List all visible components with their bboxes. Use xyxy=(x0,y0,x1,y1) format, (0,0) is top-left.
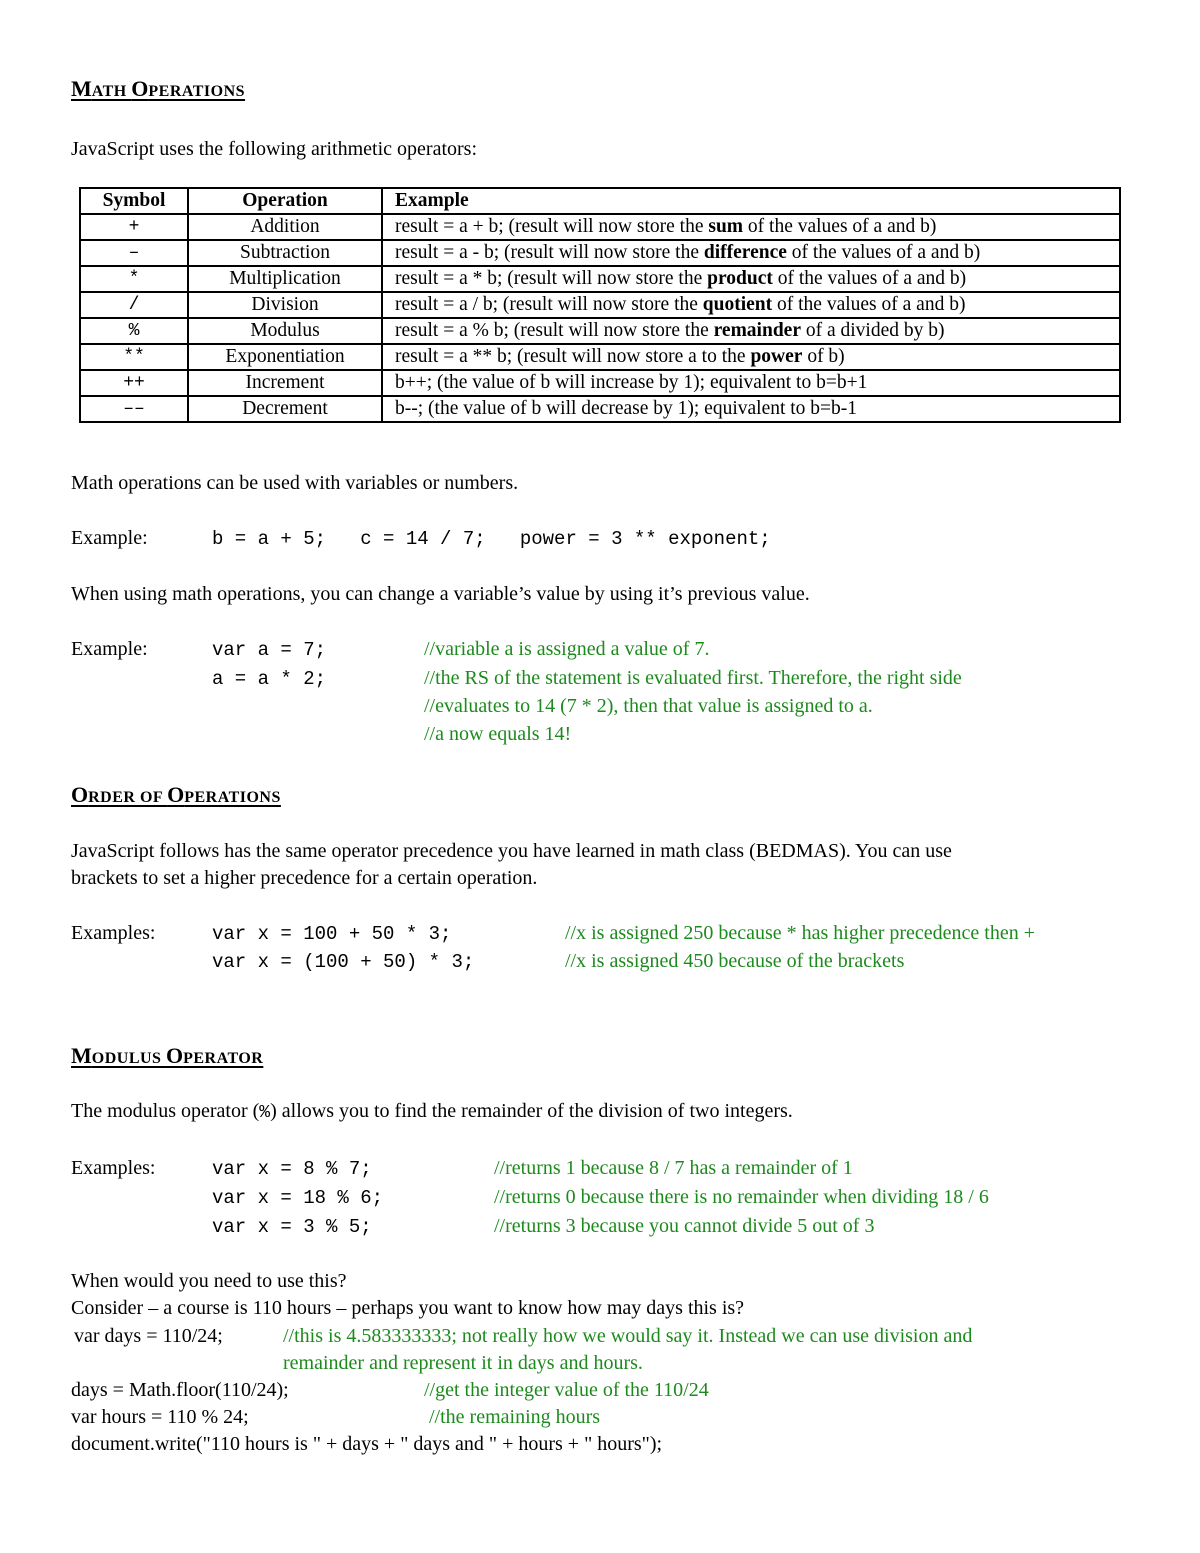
table-row xyxy=(80,396,1120,422)
column-header: Example xyxy=(382,188,1120,214)
code-line: days = Math.floor(110/24); xyxy=(71,1379,289,1401)
example-text: of the values of a and b) xyxy=(786,242,981,263)
example-cell xyxy=(382,396,1120,422)
code-comment: //variable a is assigned a value of 7. xyxy=(424,638,710,660)
example-cell xyxy=(382,370,1120,396)
heading-initial: O xyxy=(131,76,149,101)
code-comment: //returns 1 because 8 / 7 has a remainder of 1 xyxy=(494,1157,853,1179)
example-cell xyxy=(382,214,1120,240)
example-keyword: difference xyxy=(703,242,787,263)
table-row xyxy=(80,370,1120,396)
example-cell xyxy=(382,240,1120,266)
table-row xyxy=(80,292,1120,318)
math-note-text: When using math operations, you can change a variable’s value by using it’s previous value. xyxy=(71,583,810,605)
section-heading-math-operations xyxy=(71,76,245,102)
table-row xyxy=(80,266,1120,292)
example-text: of the values of a and b) xyxy=(772,294,966,315)
symbol-cell: – xyxy=(80,240,188,266)
column-header: Symbol xyxy=(80,188,188,214)
question-text: Consider – a course is 110 hours – perhaps you want to know how may days this is? xyxy=(71,1297,745,1319)
example-text: b++; (the value of b will increase by 1); equivalent to b=b+1 xyxy=(395,372,868,393)
code-comment: remainder and represent it in days and hours. xyxy=(283,1352,643,1374)
code-line: var days = 110/24; xyxy=(74,1325,223,1347)
example-text: of the values of a and b) xyxy=(743,216,937,237)
examples-label: Examples: xyxy=(71,922,156,944)
example-keyword: power xyxy=(750,346,803,367)
code-comment: //the remaining hours xyxy=(429,1406,601,1428)
column-header: Operation xyxy=(188,188,382,214)
symbol-cell: ++ xyxy=(80,370,188,396)
example-code: var x = 8 % 7; xyxy=(212,1158,372,1180)
heading-smallcaps: RDER OF xyxy=(88,789,168,806)
symbol-cell: % xyxy=(80,318,188,344)
example-text: of b) xyxy=(802,346,845,367)
example-text: result = a / b; (result will now store the xyxy=(395,294,703,315)
table-header-row xyxy=(80,188,1120,214)
modulus-symbol: % xyxy=(259,1103,271,1123)
operation-cell: Modulus xyxy=(188,318,382,344)
code-comment: //returns 0 because there is no remainder when dividing 18 / 6 xyxy=(494,1186,989,1208)
example-cell xyxy=(382,266,1120,292)
paragraph-line: JavaScript follows has the same operator precedence you have learned in math class (BEDMAS). You can use xyxy=(71,840,952,862)
example-keyword: remainder xyxy=(713,320,801,341)
operation-cell: Decrement xyxy=(188,396,382,422)
example-text: b--; (the value of b will decrease by 1); equivalent to b=b-1 xyxy=(395,398,858,419)
question-text: When would you need to use this? xyxy=(71,1270,347,1292)
examples-label: Examples: xyxy=(71,1157,156,1179)
code-comment: //a now equals 14! xyxy=(424,723,572,745)
example-code: var x = 3 % 5; xyxy=(212,1216,372,1238)
code-comment: //evaluates to 14 (7 * 2), then that value is assigned to a. xyxy=(424,695,873,717)
text-fragment: The modulus operator ( xyxy=(71,1100,260,1122)
operation-cell: Multiplication xyxy=(188,266,382,292)
paragraph-line: brackets to set a higher precedence for a certain operation. xyxy=(71,867,538,889)
example-code: b = a + 5; c = 14 / 7; power = 3 ** exponent; xyxy=(212,528,771,550)
text-fragment: ) allows you to find the remainder of the division of two integers. xyxy=(270,1100,793,1122)
code-comment: //x is assigned 450 because of the brackets xyxy=(565,950,905,972)
example-label: Example: xyxy=(71,638,148,660)
example-text: result = a - b; (result will now store the xyxy=(395,242,704,263)
example-text: result = a * b; (result will now store the xyxy=(395,268,708,289)
heading-smallcaps: PERATIONS xyxy=(148,83,246,100)
symbol-cell: / xyxy=(80,292,188,318)
example-text: of a divided by b) xyxy=(800,320,945,341)
table-row xyxy=(80,344,1120,370)
heading-initial: O xyxy=(167,782,185,807)
operation-cell: Addition xyxy=(188,214,382,240)
heading-initial: M xyxy=(71,76,92,101)
example-text: result = a % b; (result will now store the xyxy=(395,320,714,341)
table-row xyxy=(80,240,1120,266)
heading-initial: O xyxy=(165,1043,184,1068)
operation-cell: Division xyxy=(188,292,382,318)
heading-initial: M xyxy=(71,1043,92,1068)
table-row xyxy=(80,318,1120,344)
example-text: of the values of a and b) xyxy=(772,268,967,289)
example-label: Example: xyxy=(71,527,148,549)
example-code: var a = 7; xyxy=(212,639,327,661)
example-code: var x = (100 + 50) * 3; xyxy=(212,951,475,973)
section-heading-order-of-operations xyxy=(71,782,281,808)
heading-smallcaps: ATH xyxy=(91,83,132,100)
heading-smallcaps: PERATOR xyxy=(183,1050,264,1067)
code-line: document.write("110 hours is " + days + " days and " + hours + " hours"); xyxy=(71,1433,663,1455)
code-comment: //x is assigned 250 because * has higher precedence then + xyxy=(565,922,1036,944)
operation-cell: Exponentiation xyxy=(188,344,382,370)
symbol-cell: + xyxy=(80,214,188,240)
example-code: var x = 18 % 6; xyxy=(212,1187,384,1209)
heading-initial: O xyxy=(71,782,89,807)
section-heading-modulus-operator xyxy=(71,1043,263,1069)
example-code: a = a * 2; xyxy=(212,668,327,690)
example-cell xyxy=(382,344,1120,370)
modulus-intro-text xyxy=(71,1100,793,1123)
code-comment: //the RS of the statement is evaluated first. Therefore, the right side xyxy=(424,667,962,689)
example-keyword: product xyxy=(707,268,773,289)
operation-cell: Increment xyxy=(188,370,382,396)
example-keyword: sum xyxy=(708,216,744,237)
operation-cell: Subtraction xyxy=(188,240,382,266)
code-comment: //returns 3 because you cannot divide 5 out of 3 xyxy=(494,1215,875,1237)
code-comment: //this is 4.583333333; not really how we would say it. Instead we can use division and xyxy=(283,1325,973,1347)
example-cell xyxy=(382,318,1120,344)
example-keyword: quotient xyxy=(702,294,773,315)
code-line: var hours = 110 % 24; xyxy=(71,1406,249,1428)
table-row xyxy=(80,214,1120,240)
example-text: result = a + b; (result will now store the xyxy=(395,216,709,237)
code-comment: //get the integer value of the 110/24 xyxy=(424,1379,709,1401)
example-cell xyxy=(382,292,1120,318)
example-text: result = a ** b; (result will now store a to the xyxy=(395,346,751,367)
heading-smallcaps: PERATIONS xyxy=(184,789,281,806)
heading-smallcaps: ODULUS xyxy=(91,1050,166,1067)
example-code: var x = 100 + 50 * 3; xyxy=(212,923,452,945)
intro-text: JavaScript uses the following arithmetic operators: xyxy=(71,138,478,160)
symbol-cell: –– xyxy=(80,396,188,422)
operators-table xyxy=(79,187,1121,423)
math-note-text: Math operations can be used with variables or numbers. xyxy=(71,472,519,494)
symbol-cell: ** xyxy=(80,344,188,370)
symbol-cell: * xyxy=(80,266,188,292)
